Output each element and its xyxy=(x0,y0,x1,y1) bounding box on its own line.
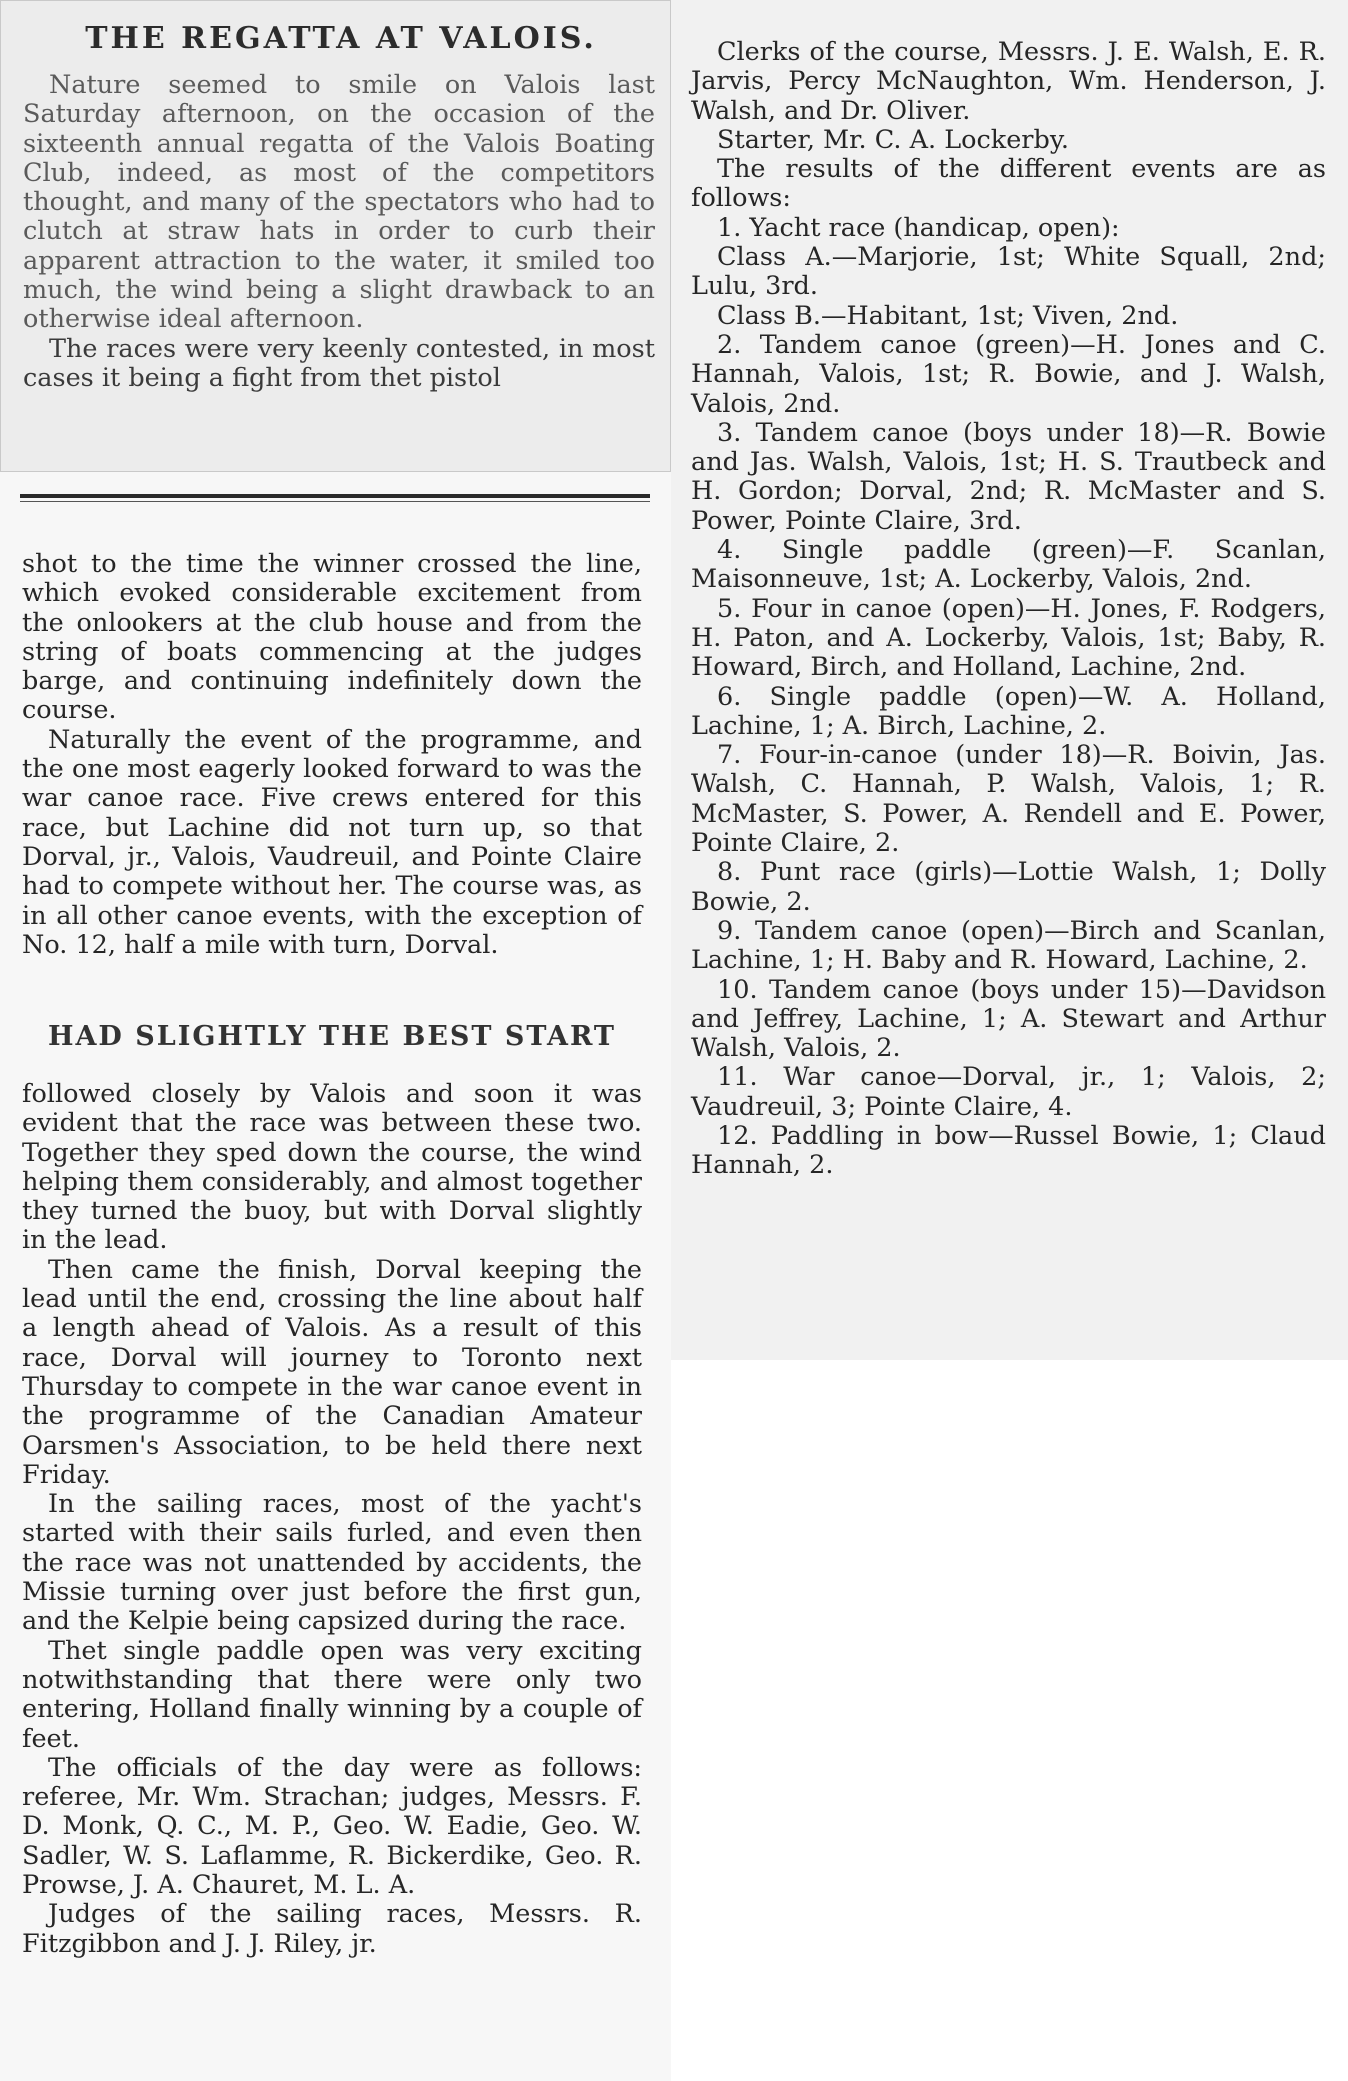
result-item: Class A.—Marjorie, 1st; White Squall, 2nd; Lulu, 3rd. xyxy=(691,242,1326,302)
clipping-column-one-continued xyxy=(0,472,671,2081)
result-item: Class B.—Habitant, 1st; Viven, 2nd. xyxy=(717,300,1179,331)
paragraph-war-canoe: Naturally the event of the programme, and the one most eagerly looked forward to was the war canoe race. Five crews entered for this race, but Lachine did not turn up, so that Dorval, jr., Valois, Vaudreuil, and Pointe Claire had to compete without her. The course was, as in all other canoe events, with the exception of No. 12, half a mile with turn, Dorval. xyxy=(22,724,642,960)
result-item: 1. Yacht race (handicap, open): xyxy=(717,212,1120,243)
results-text xyxy=(691,38,1326,1181)
result-item: 7. Four-in-canoe (under 18)—R. Boivin, Jas. Walsh, C. Hannah, P. Walsh, Valois, 1; R. McMaster, S. Power, A. Rendell and E. Power, Pointe Claire, 2. xyxy=(691,740,1326,859)
result-item: 11. War canoe—Dorval, jr., 1; Valois, 2; Vaudreuil, 3; Pointe Claire, 4. xyxy=(691,1062,1326,1122)
result-item: 4. Single paddle (green)—F. Scanlan, Maisonneuve, 1st; A. Lockerby, Valois, 2nd. xyxy=(691,535,1326,595)
paragraph-opening-2: The races were very keenly contested, in most cases it being a fight from thet pistol xyxy=(23,333,655,393)
opening-text xyxy=(23,71,655,393)
article-headline: THE REGATTA AT VALOIS. xyxy=(85,21,597,56)
paragraph-single-paddle: Thet single paddle open was very exciting notwithstanding that there were only two entering, Holland finally winning by a couple of feet. xyxy=(22,1635,642,1754)
paragraph-starter: Starter, Mr. C. A. Lockerby. xyxy=(717,124,1069,155)
result-item: 12. Paddling in bow—Russel Bowie, 1; Claud Hannah, 2. xyxy=(691,1120,1326,1181)
result-item: 5. Four in canoe (open)—H. Jones, F. Rodgers, H. Paton, and A. Lockerby, Valois, 1st; Baby, R. Howard, Birch, and Holland, Lachine, 2nd. xyxy=(691,593,1326,683)
paragraph-officials: The officials of the day were as follows: referee, Mr. Wm. Strachan; judges, Messrs. F. D. Monk, Q. C., M. P., Geo. W. Eadie, Geo. W. Sadler, W. S. Laflamme, R. Bickerdike, Geo. R. Prowse, J. A. Chauret, M. L. A. xyxy=(22,1752,642,1901)
paragraph-finish: Then came the finish, Dorval keeping the lead until the end, crossing the line about half a length ahead of Valois. As a result of this race, Dorval will journey to Toronto next Thursday to compete in the war canoe event in the programme of the Canadian Amateur Oarsmen's Association, to be held there next Friday. xyxy=(22,1254,642,1490)
column-rule-thin xyxy=(20,501,650,502)
result-item: 8. Punt race (girls)—Lottie Walsh, 1; Dolly Bowie, 2. xyxy=(691,857,1326,917)
column-rule xyxy=(20,494,650,498)
paragraph-clerks: Clerks of the course, Messrs. J. E. Walsh, E. R. Jarvis, Percy McNaughton, Wm. Henderson, J. Walsh, and Dr. Oliver. xyxy=(691,37,1326,126)
paragraph-opening-1: Nature seemed to smile on Valois last Saturday afternoon, on the occasion of the sixteenth annual regatta of the Valois Boating Club, indeed, as most of the competitors thought, and many of the spectators who had to clutch at straw hats in order to curb their apparent attraction to the water, it smiled too much, the wind being a slight drawback to an otherwise ideal afternoon. xyxy=(23,70,655,335)
clipping-headline-section xyxy=(0,0,671,472)
paragraph-followed: followed closely by Valois and soon it was evident that the race was between these two. Together they sped down the course, the wind helping them considerably, and almost together they turned the buoy, but with Dorval slightly in the lead. xyxy=(22,1079,642,1256)
result-item: 2. Tandem canoe (green)—H. Jones and C. Hannah, Valois, 1st; R. Bowie, and J. Walsh, Valois, 2nd. xyxy=(691,329,1326,419)
paragraph-shot: shot to the time the winner crossed the line, which evoked considerable excitement from the onlookers at the club house and from the string of boats commencing at the judges barge, and continuing indefinitely down the course. xyxy=(22,549,642,726)
result-item: 6. Single paddle (open)—W. A. Holland, Lachine, 1; A. Birch, Lachine, 2. xyxy=(691,681,1326,741)
paragraph-sailing: In the sailing races, most of the yacht's started with their sails furled, and even then the race was not unattended by accidents, the Missie turning over just before the first gun, and the Kelpie being capsized during the race. xyxy=(22,1489,642,1637)
blank-area xyxy=(671,1360,1348,2081)
column-one-text-b xyxy=(22,1080,642,1959)
result-item: 9. Tandem canoe (open)—Birch and Scanlan, Lachine, 1; H. Baby and R. Howard, Lachine, 2. xyxy=(691,915,1326,976)
paragraph-sailing-judges: Judges of the sailing races, Messrs. R. Fitzgibbon and J. J. Riley, jr. xyxy=(22,1899,642,1959)
paragraph-results-intro: The results of the different events are as follows: xyxy=(691,154,1326,214)
result-item: 10. Tandem canoe (boys under 15)—Davidson and Jeffrey, Lachine, 1; A. Stewart and Arthur Walsh, Valois, 2. xyxy=(691,974,1326,1064)
subheading: HAD SLIGHTLY THE BEST START xyxy=(47,1021,617,1052)
column-one-text-a xyxy=(22,550,642,960)
result-item: 3. Tandem canoe (boys under 18)—R. Bowie and Jas. Walsh, Valois, 1st; H. S. Trautbeck and H. Gordon; Dorval, 2nd; R. McMaster and S. Power, Pointe Claire, 3rd. xyxy=(691,417,1326,536)
clipping-results-column xyxy=(671,0,1348,1360)
